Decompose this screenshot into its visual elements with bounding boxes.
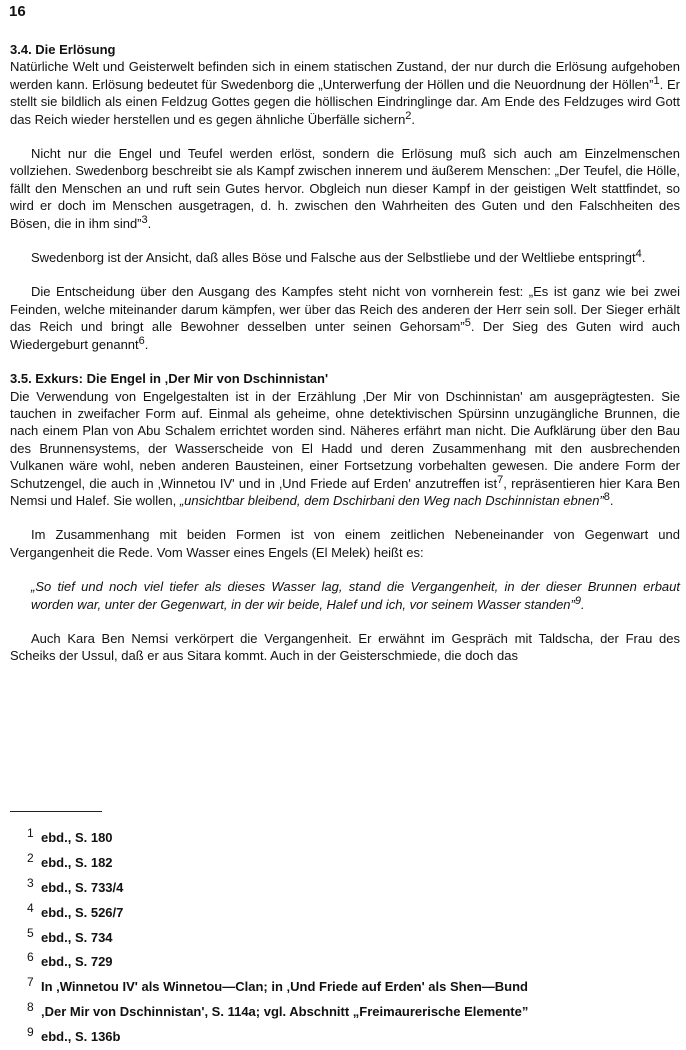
footnote: 2 ebd., S. 182 xyxy=(27,850,113,870)
page-number: 16 xyxy=(9,3,26,20)
footnote: 9 ebd., S. 136b xyxy=(27,1025,121,1045)
paragraph: Natürliche Welt und Geisterwelt befinden sich in einem statischen Zustand, der nur durch die Erlösung aufgehoben werden kann. Erlösung bedeutet für Swedenborg die „Unterwerfung der Höllen und die Neuordnung der Höllen”$^1$. Er stellt sie bildlich als einen Feldzug Gottes gegen die höllischen Eindringlinge dar. Am Ende des Feldzuges wird Gott das Reich wieder herstellen und es gegen ähnliche Überfälle sichern$^2$. xyxy=(10,59,680,127)
paragraph: Die Entscheidung über den Ausgang des Kampfes steht nicht von vornherein fest: „Es ist ganz wie bei zwei Feinden, welche miteinander darum kämpfen, wer über das Reich des anderen der Herr sein soll. Der Sieger erhält das Reich und bringt alle Bewohner desselben unter seinen Gehorsam”$^5$. Der Sieg des Guten wird auch Wiedergeburt genannt$^6$. xyxy=(10,284,680,352)
body-text xyxy=(10,41,680,682)
block-quote: „So tief und noch viel tiefer als dieses Wasser lag, stand die Vergangenheit, in der dieser Brunnen erbaut worden war, unter der Gegenwart, in der wir beide, Halef und ich, vor seinem Wasser standen”$^9$. xyxy=(31,579,680,612)
footnote-ref: 4 xyxy=(635,248,642,261)
footnote: 5 ebd., S. 734 xyxy=(27,925,113,945)
paragraph: Die Verwendung von Engelgestalten ist in der Erzählung ‚Der Mir von Dschinnistan' am ausgeprägtesten. Sie tauchen in zweifacher Form auf. Einmal als geheime, ohne detektivischen Spürsinn unzugängliche Brunnen, die nach einem Plan von Abu Schalem errichtet worden sind. Näheres erfährt man nicht. Die Aufklärung über den Bau des Brunnensystems, der Wasserscheide von El Hadd und deren Zusammenhang mit den ausbrechenden Vulkanen wäre wohl, neben anderen Bausteinen, einer Fortsetzung vorbehalten gewesen. Die andere Form der Schutzengel, die auch in ‚Winnetou IV' und in ‚Und Friede auf Erden' anzutreffen ist$^7$, repräsentieren hier Kara Ben Nemsi und Halef. Sie wollen, „unsichtbar bleibend, dem Dschirbani den Weg nach Dschinnistan ebnen”$^8$. xyxy=(10,388,681,508)
italic-quote: „unsichtbar bleibend, dem Dschirbani den Weg nach Dschinnistan ebnen” xyxy=(179,492,604,508)
paragraph: Auch Kara Ben Nemsi verkörpert die Vergangenheit. Er erwähnt im Gespräch mit Taldscha, der Frau des Scheiks der Ussul, daß er aus Sitara kommt. Auch in der Geisterschmiede, die doch das xyxy=(10,630,680,664)
footnote: 7 In ‚Winnetou IV' als Winnetou—Clan; in ‚Und Friede auf Erden' als Shen—Bund xyxy=(27,975,528,995)
footnote-ref: 2 xyxy=(405,109,412,122)
section-heading-erloesung: 3.4. Die Erlösung xyxy=(10,42,116,57)
paragraph: Swedenborg ist der Ansicht, daß alles Böse und Falsche aus der Selbstliebe und der Weltliebe entspringt$^4$. xyxy=(31,248,646,266)
footnote: 6 ebd., S. 729 xyxy=(27,950,113,970)
footnote-ref: 8 xyxy=(603,490,610,503)
footnote-ref: 6 xyxy=(138,334,145,347)
footnote-ref: 1 xyxy=(653,74,660,87)
footnotes xyxy=(27,826,667,1050)
footnote-ref: 3 xyxy=(141,213,148,226)
paragraph: Nicht nur die Engel und Teufel werden erlöst, sondern die Erlösung muß sich auch am Einzelmenschen vollziehen. Swedenborg beschreibt sie als Kampf zwischen innerem und äußerem Menschen: „Der Teufel, die Hölle, fällt den Menschen an und ruft sein Gutes hervor. Obgleich nun dieser Kampf in der geistigen Welt stattfindet, so wird er doch im Menschen ausgetragen, d. h. zwischen den Wahrheiten des Guten und den Falschheiten des Bösen, die in ihm sind”$^3$. xyxy=(10,146,680,231)
footnote: 4 ebd., S. 526/7 xyxy=(27,900,124,920)
footnote: 3 ebd., S. 733/4 xyxy=(27,875,124,895)
section-heading-exkurs: 3.5. Exkurs: Die Engel in ‚Der Mir von Dschinnistan' xyxy=(10,371,329,387)
footnote-ref: 5 xyxy=(464,317,471,330)
footnote-separator xyxy=(10,811,102,812)
footnote-ref: 7 xyxy=(497,473,504,486)
footnote: 8 ‚Der Mir von Dschinnistan', S. 114a; vgl. Abschnitt „Freimaurerische Elemente” xyxy=(27,1000,529,1020)
footnote: 1 ebd., S. 180 xyxy=(27,826,113,845)
paragraph: Im Zusammenhang mit beiden Formen ist von einem zeitlichen Nebeneinander von Gegenwart und Vergangenheit die Rede. Vom Wasser eines Engels (El Melek) heißt es: xyxy=(10,527,680,560)
footnote-ref: 9 xyxy=(574,594,581,607)
